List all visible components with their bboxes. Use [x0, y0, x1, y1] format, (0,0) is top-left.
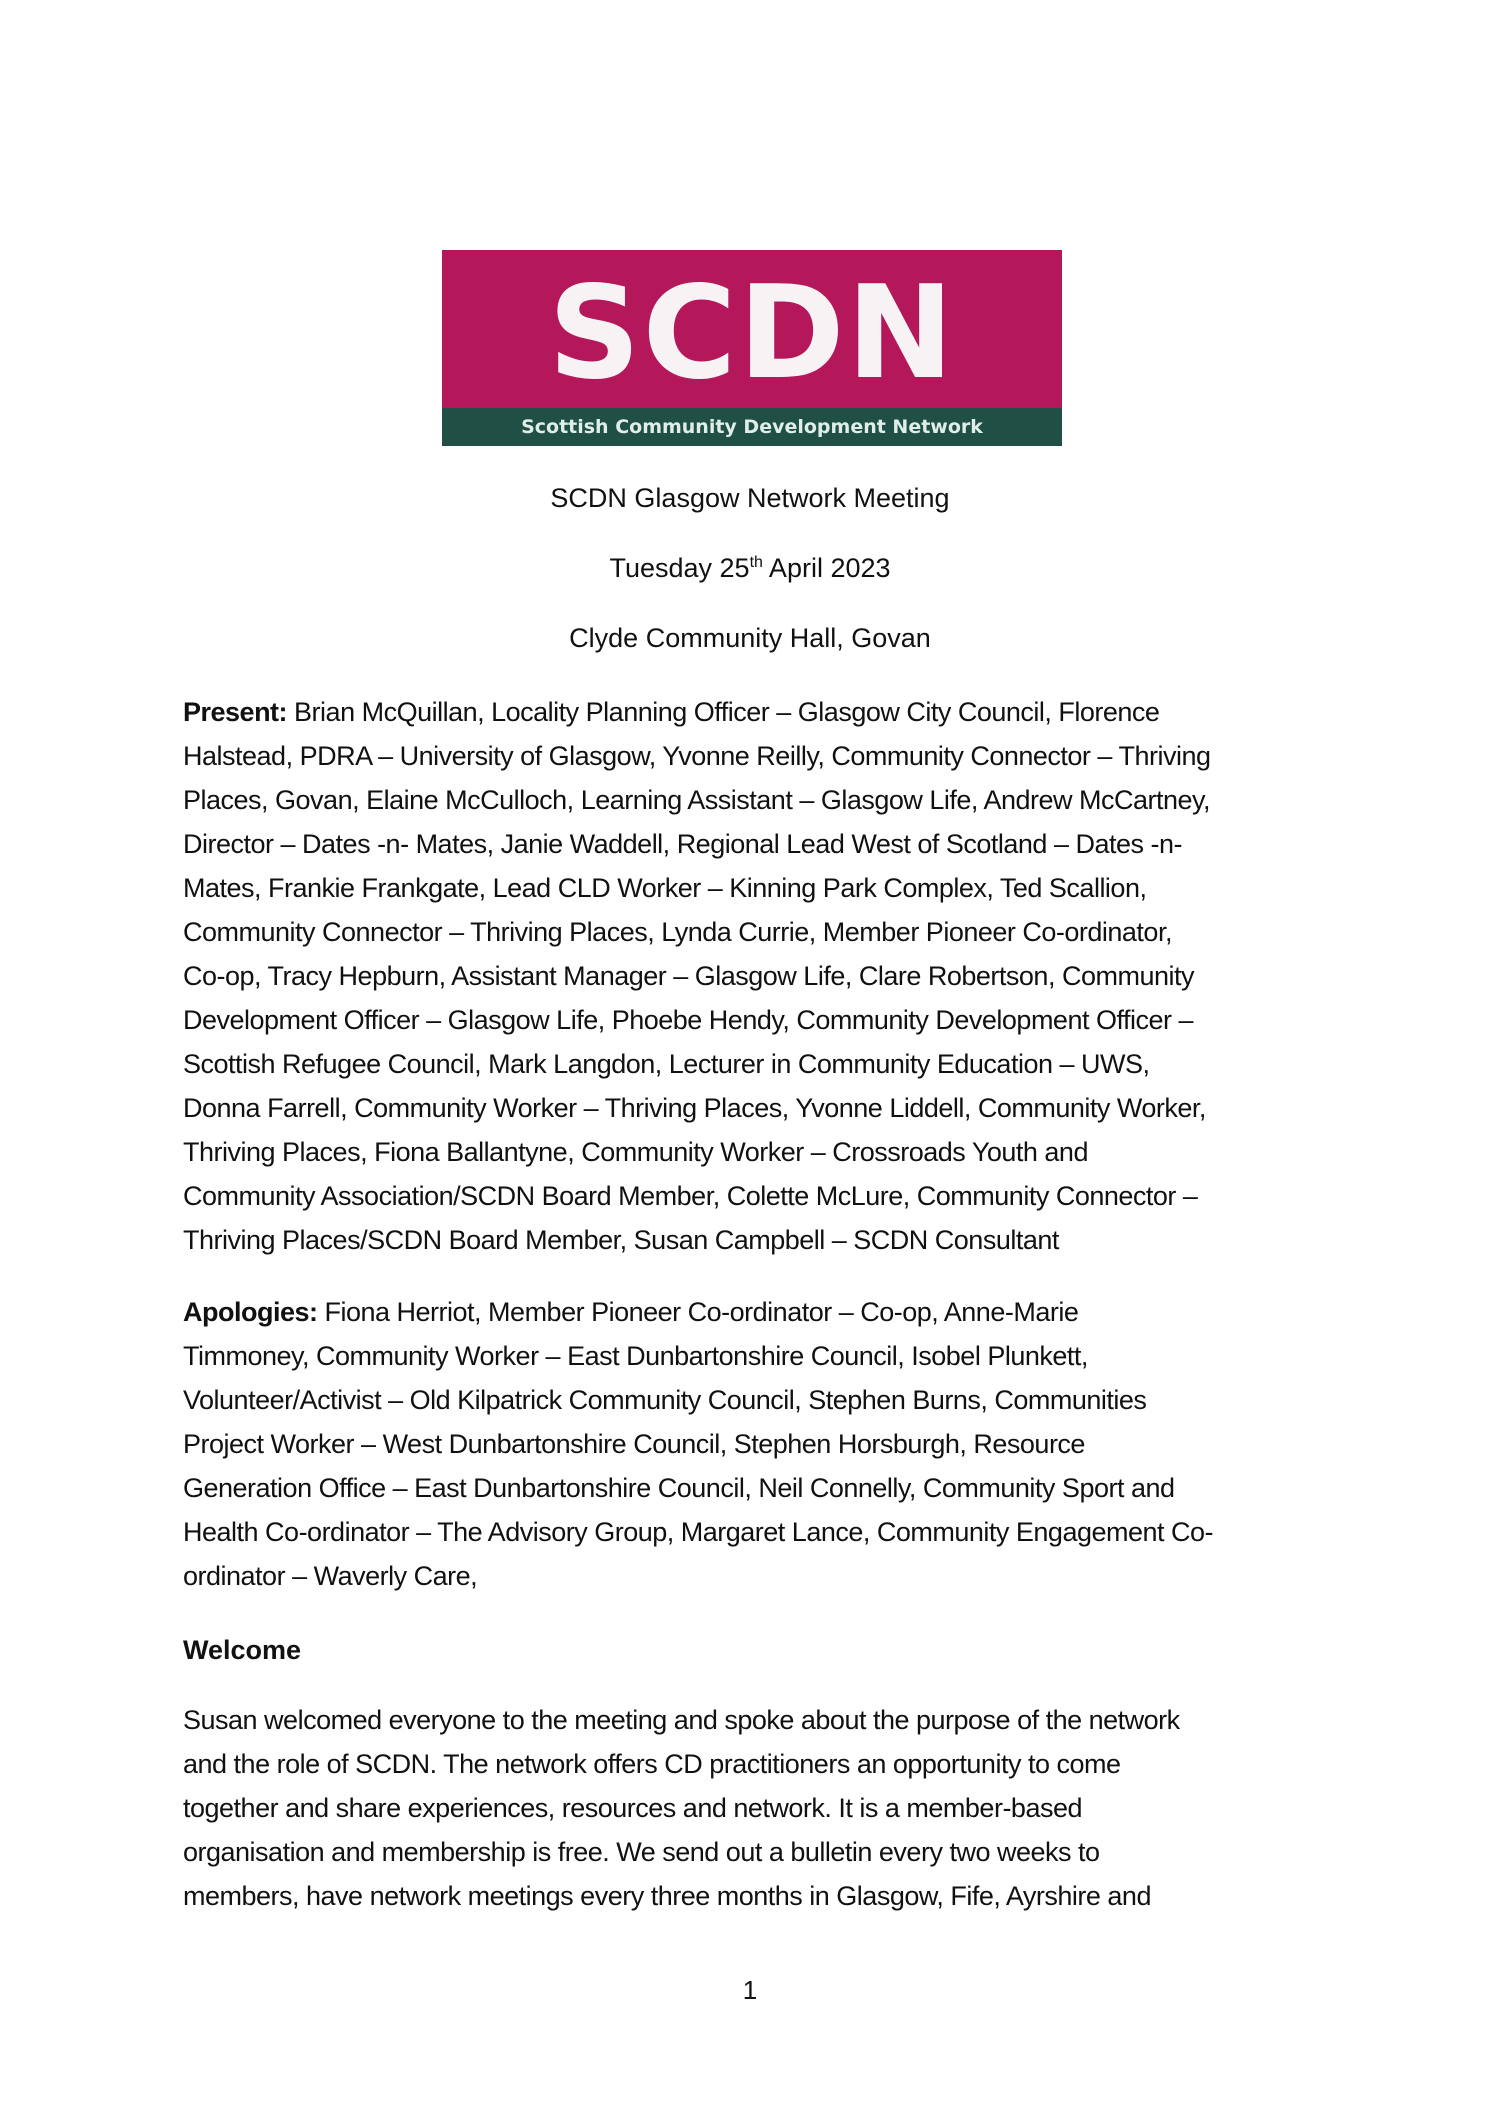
apologies-line: Generation Office – East Dunbartonshire Council, Neil Connelly, Community Sport and	[183, 1473, 1175, 1503]
apologies-line: Timmoney, Community Worker – East Dunbartonshire Council, Isobel Plunkett,	[183, 1341, 1088, 1371]
present-line: Community Association/SCDN Board Member, Colette McLure, Community Connector –	[183, 1181, 1198, 1211]
paragraph-line: and the role of SCDN. The network offers CD practitioners an opportunity to come	[183, 1749, 1121, 1779]
date-prefix: Tuesday 25	[609, 553, 750, 583]
apologies-label: Apologies:	[183, 1297, 318, 1327]
present-line: Co-op, Tracy Hepburn, Assistant Manager – Glasgow Life, Clare Robertson, Community	[183, 961, 1194, 991]
present-line: Scottish Refugee Council, Mark Langdon, Lecturer in Community Education – UWS,	[183, 1049, 1150, 1079]
present-label: Present:	[183, 697, 288, 727]
present-line: Thriving Places, Fiona Ballantyne, Community Worker – Crossroads Youth and	[183, 1137, 1088, 1167]
apologies-line: Health Co-ordinator – The Advisory Group, Margaret Lance, Community Engagement Co-	[183, 1517, 1214, 1547]
apologies-section	[183, 1290, 1333, 1598]
present-section	[183, 690, 1333, 1262]
date-ordinal: th	[749, 554, 763, 571]
present-line: Places, Govan, Elaine McCulloch, Learning Assistant – Glasgow Life, Andrew McCartney,	[183, 785, 1211, 815]
apologies-line: Apologies: Fiona Herriot, Member Pioneer Co-ordinator – Co-op, Anne-Marie	[183, 1297, 1079, 1327]
apologies-line: Project Worker – West Dunbartonshire Council, Stephen Horsburgh, Resource	[183, 1429, 1085, 1459]
present-line: Present: Brian McQuillan, Locality Planning Officer – Glasgow City Council, Florence	[183, 697, 1160, 727]
meeting-date	[0, 552, 1500, 584]
logo-tagline: Scottish Community Development Network	[442, 408, 1062, 446]
date-rest: April 2023	[762, 553, 891, 583]
present-line: Development Officer – Glasgow Life, Phoebe Hendy, Community Development Officer –	[183, 1005, 1194, 1035]
paragraph-line: Susan welcomed everyone to the meeting and spoke about the purpose of the network	[183, 1705, 1180, 1735]
paragraph-line: members, have network meetings every three months in Glasgow, Fife, Ayrshire and	[183, 1881, 1151, 1911]
scdn-logo	[442, 250, 1062, 446]
page-number: 1	[742, 1975, 758, 2005]
present-line: Donna Farrell, Community Worker – Thriving Places, Yvonne Liddell, Community Worker,	[183, 1093, 1206, 1123]
welcome-heading: Welcome	[183, 1635, 302, 1665]
meeting-title: SCDN Glasgow Network Meeting	[550, 483, 950, 513]
logo-mark: SCDN	[548, 259, 956, 408]
present-line: Director – Dates -n- Mates, Janie Waddell, Regional Lead West of Scotland – Dates -n-	[183, 829, 1182, 859]
present-line: Halstead, PDRA – University of Glasgow, Yvonne Reilly, Community Connector – Thriving	[183, 741, 1211, 771]
paragraph-line: together and share experiences, resources and network. It is a member-based	[183, 1793, 1082, 1823]
welcome-paragraph	[183, 1698, 1333, 1918]
present-line: Thriving Places/SCDN Board Member, Susan Campbell – SCDN Consultant	[183, 1225, 1059, 1255]
present-line: Community Connector – Thriving Places, Lynda Currie, Member Pioneer Co-ordinator,	[183, 917, 1172, 947]
present-line: Mates, Frankie Frankgate, Lead CLD Worker – Kinning Park Complex, Ted Scallion,	[183, 873, 1147, 903]
apologies-line: ordinator – Waverly Care,	[183, 1561, 478, 1591]
apologies-line: Volunteer/Activist – Old Kilpatrick Community Council, Stephen Burns, Communities	[183, 1385, 1147, 1415]
paragraph-line: organisation and membership is free. We send out a bulletin every two weeks to	[183, 1837, 1100, 1867]
meeting-venue: Clyde Community Hall, Govan	[569, 623, 931, 653]
